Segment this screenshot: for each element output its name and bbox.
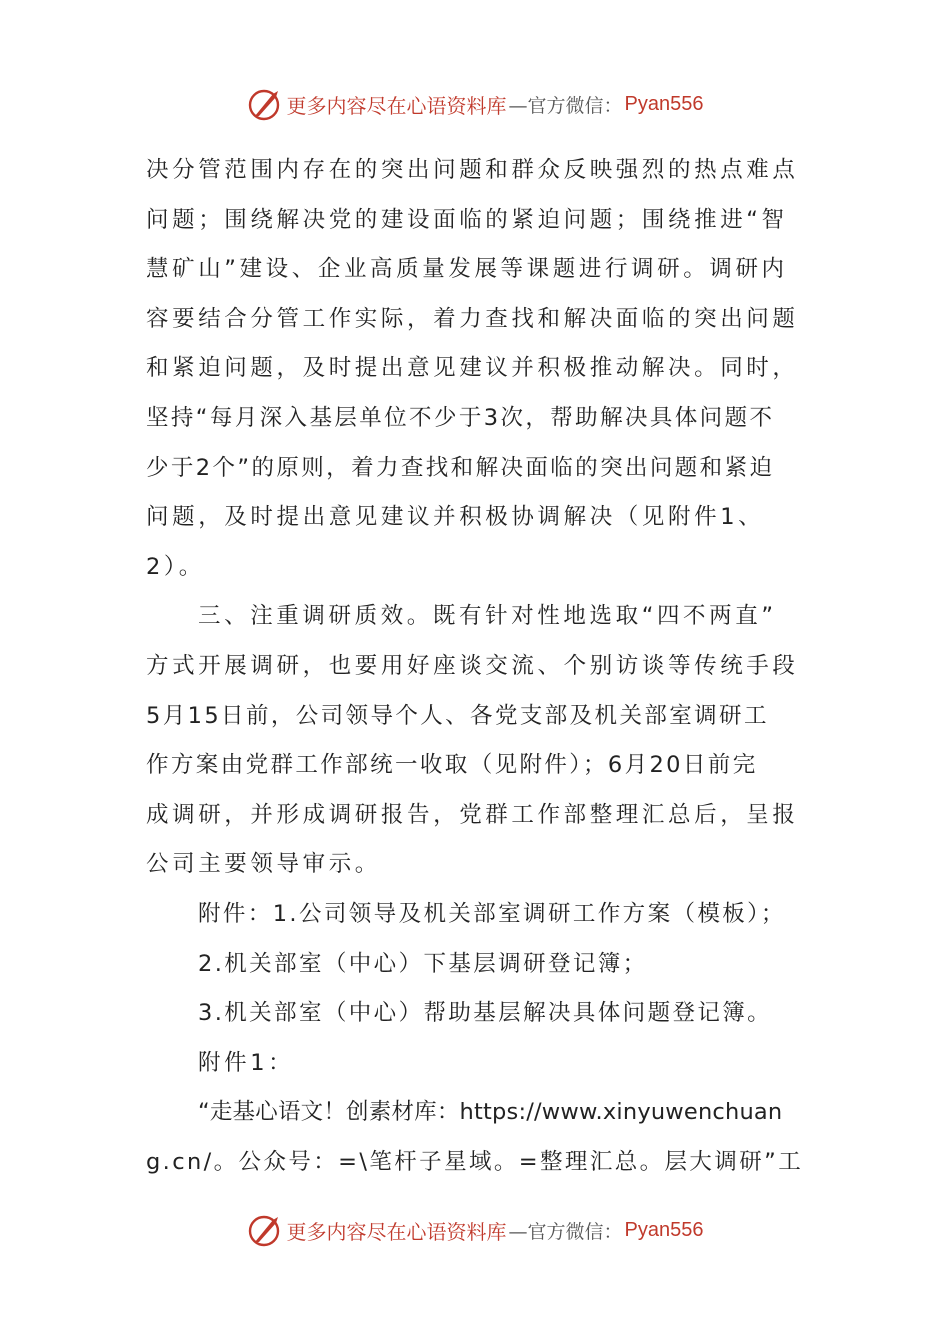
footer-official-text: —官方微信： — [508, 1220, 623, 1243]
header-brand-text: 更多内容尽在心语资料库 — [286, 93, 507, 118]
body-line: 成调研，并形成调研报告，党群工作部整理汇总后，呈报 — [146, 801, 799, 828]
header-banner — [0, 84, 950, 124]
body-line: 公司主要领导审示。 — [146, 851, 381, 878]
footer-banner — [0, 1210, 950, 1250]
quill-logo-icon — [247, 1212, 283, 1248]
header-official-text: —官方微信： — [508, 94, 623, 117]
body-line: 决分管范围内存在的突出问题和群众反映强烈的热点难点 — [146, 157, 799, 183]
body-line: 少于2个”的原则，着力查找和解决面临的突出问题和紧迫 — [146, 454, 775, 481]
body-line: 2）。 — [146, 553, 205, 580]
body-line: 作方案由党群工作部统一收取（见附件）；6月20日前完 — [146, 752, 758, 779]
body-line: 2.机关部室（中心）下基层调研登记簿； — [198, 950, 648, 977]
footer-brand-text: 更多内容尽在心语资料库 — [286, 1219, 507, 1244]
body-line: 方式开展调研，也要用好座谈交流、个别访谈等传统手段 — [146, 652, 799, 679]
footer-wechat-id: Pyan556 — [624, 1218, 704, 1241]
body-line: g.cn/。公众号：=\笔杆子星域。=整理汇总。层大调研”工 — [146, 1148, 804, 1175]
body-line: 附件1： — [198, 1049, 295, 1076]
body-line: “走基心语文！创素材库：https://www.xinyuwenchuan — [198, 1099, 783, 1126]
body-line: 坚持“每月深入基层单位不少于3次，帮助解决具体问题不 — [146, 404, 775, 431]
body-line: 3.机关部室（中心）帮助基层解决具体问题登记簿。 — [198, 1000, 773, 1027]
body-line: 容要结合分管工作实际，着力查找和解决面临的突出问题 — [146, 305, 799, 332]
body-line: 慧矿山”建设、企业高质量发展等课题进行调研。调研内 — [146, 256, 788, 283]
document-body — [146, 146, 806, 1187]
quill-logo-icon — [247, 86, 283, 122]
body-line: 5月15日前，公司领导个人、各党支部及机关部室调研工 — [146, 702, 769, 729]
body-line: 三、注重调研质效。既有针对性地选取“四不两直” — [198, 603, 777, 630]
body-line: 和紧迫问题，及时提出意见建议并积极推动解决。同时， — [146, 355, 799, 382]
body-line: 问题；围绕解决党的建设面临的紧迫问题；围绕推进“智 — [146, 206, 788, 233]
body-line: 问题，及时提出意见建议并积极协调解决（见附件1、 — [146, 504, 765, 531]
body-line: 附件：1.公司领导及机关部室调研工作方案（模板）； — [198, 900, 786, 927]
header-wechat-id: Pyan556 — [624, 92, 704, 115]
